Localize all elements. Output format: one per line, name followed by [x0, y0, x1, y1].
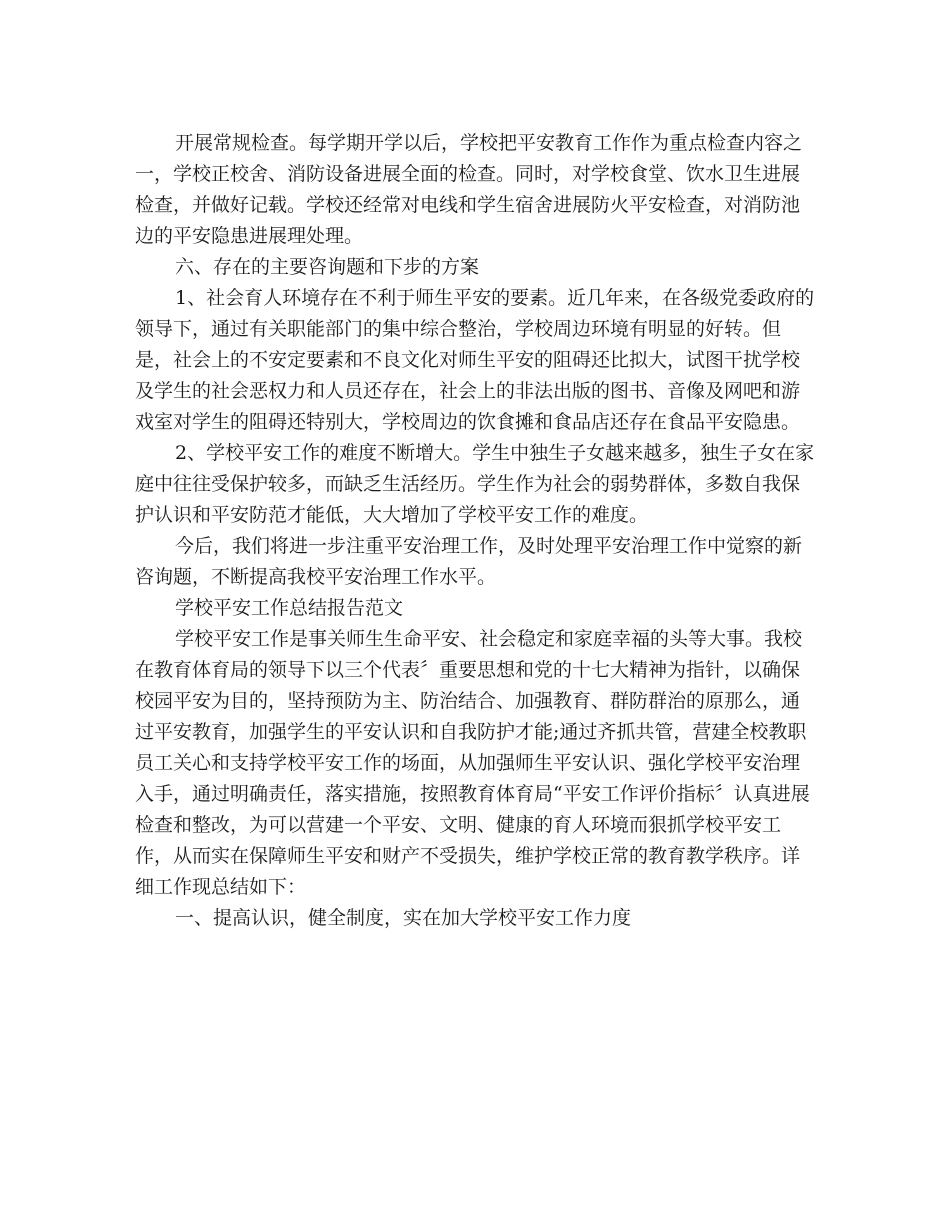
- paragraph: [135, 252, 815, 283]
- paragraph-line: 一、提高认识，健全制度，实在加大学校平安工作力度: [175, 907, 632, 929]
- paragraph-line: 校园平安为目的，坚持预防为主、防治结合、加强教育、群防群治的原那么，通: [135, 690, 801, 712]
- paragraph-line: 是，社会上的不安定要素和不良文化对师生平安的阻碍还比拟大，试图干扰学校: [135, 349, 801, 371]
- paragraph-line: 及学生的社会恶权力和人员还存在，社会上的非法出版的图书、音像及网吧和游: [135, 380, 801, 402]
- paragraph-line: 员工关心和支持学校平安工作的场面，从加强师生平安认识、强化学校平安治理: [135, 752, 801, 774]
- paragraph-line: 2、学校平安工作的难度不断增大。学生中独生子女越来越多，独生子女在家: [175, 442, 815, 464]
- paragraph: [135, 593, 815, 624]
- paragraph-line: 戏室对学生的阻碍还特别大，学校周边的饮食摊和食品店还存在食品平安隐患。: [135, 411, 801, 433]
- paragraph-line: 检查，并做好记载。学校还经常对电线和学生宿舍进展防火平安检查，对消防池: [135, 194, 801, 216]
- paragraph-line: 咨询题，不断提高我校平安治理工作水平。: [135, 566, 497, 588]
- paragraph-line: 一，学校正校舍、消防设备进展全面的检查。同时，对学校食堂、饮水卫生进展: [135, 163, 801, 185]
- paragraph: [135, 283, 815, 438]
- document-body: [135, 128, 815, 934]
- paragraph-line: 边的平安隐患进展理处理。: [135, 225, 364, 247]
- paragraph: [135, 128, 815, 252]
- paragraph-line: 学校平安工作是事关师生生命平安、社会稳定和家庭幸福的头等大事。我校: [175, 628, 803, 650]
- paragraph-line: 六、存在的主要咨询题和下步的方案: [175, 256, 480, 278]
- paragraph-line: 护认识和平安防范才能低，大大增加了学校平安工作的难度。: [135, 504, 649, 526]
- paragraph-line: 作，从而实在保障师生平安和财产不受损失，维护学校正常的教育教学秩序。详: [135, 845, 801, 867]
- paragraph: [135, 438, 815, 531]
- paragraph-line: 开展常规检查。每学期开学以后，学校把平安教育工作作为重点检查内容之: [175, 132, 803, 154]
- paragraph-line: 学校平安工作总结报告范文: [175, 597, 404, 619]
- paragraph: [135, 624, 815, 903]
- paragraph: [135, 531, 815, 593]
- paragraph-line: 细工作现总结如下：: [135, 876, 307, 898]
- paragraph: [135, 903, 815, 934]
- paragraph-line: 检查和整改，为可以营建一个平安、文明、健康的育人环境而狠抓学校平安工: [135, 814, 782, 836]
- paragraph-line: 过平安教育，加强学生的平安认识和自我防护才能;通过齐抓共管，营建全校教职: [135, 721, 807, 743]
- paragraph-line: 在教育体育局的领导下以三个代表〞重要思想和党的十七大精神为指针，以确保: [135, 659, 801, 681]
- paragraph-line: 领导下，通过有关职能部门的集中综合整治，学校周边环境有明显的好转。但: [135, 318, 782, 340]
- paragraph-line: 入手，通过明确责任，落实措施，按照教育体育局“平安工作评价指标〞认真进展: [135, 783, 810, 805]
- paragraph-line: 1、社会育人环境存在不利于师生平安的要素。近几年来，在各级党委政府的: [175, 287, 815, 309]
- paragraph-line: 庭中往往受保护较多，而缺乏生活经历。学生作为社会的弱势群体，多数自我保: [135, 473, 801, 495]
- paragraph-line: 今后，我们将进一步注重平安治理工作，及时处理平安治理工作中觉察的新: [175, 535, 803, 557]
